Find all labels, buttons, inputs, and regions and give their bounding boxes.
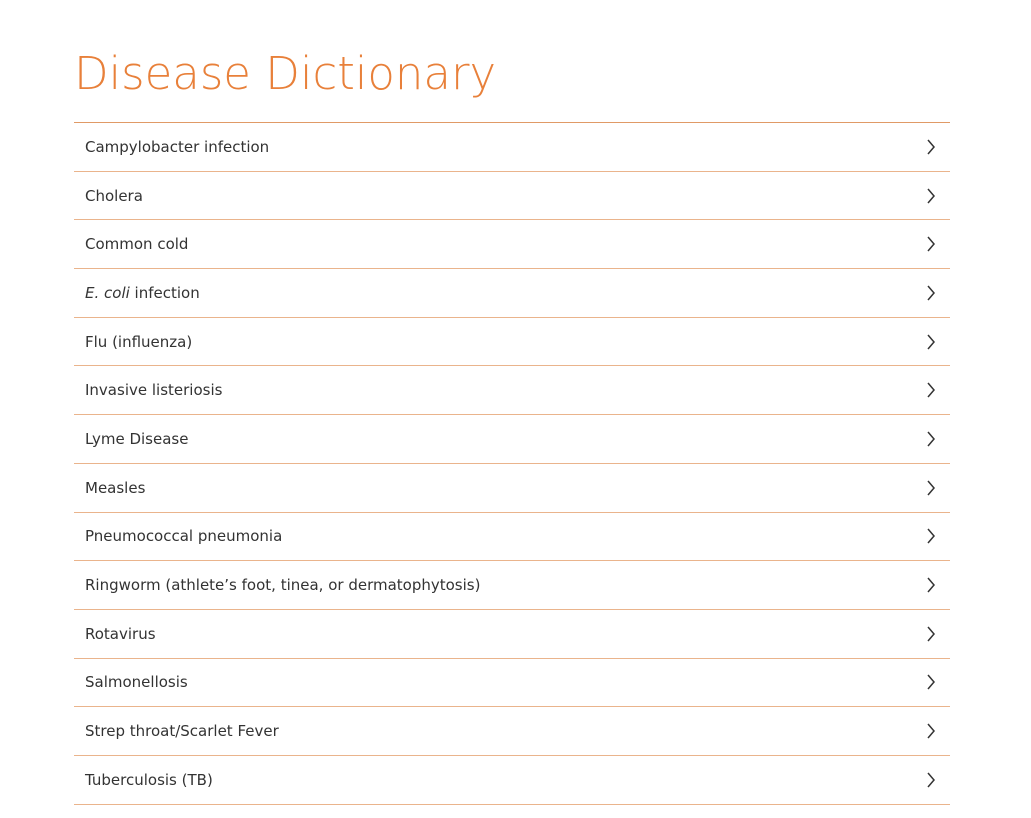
list-item[interactable] xyxy=(74,415,950,464)
chevron-right-icon xyxy=(926,577,936,593)
list-item[interactable] xyxy=(74,123,950,172)
list-item-label-text: Cholera xyxy=(85,186,143,205)
list-item[interactable] xyxy=(74,220,950,269)
list-item-label xyxy=(74,625,156,643)
list-item-label xyxy=(74,187,143,205)
list-item-label xyxy=(74,138,269,156)
list-item-label-text: Salmonellosis xyxy=(85,673,188,692)
list-item-label-text: Common cold xyxy=(85,235,189,254)
chevron-right-icon xyxy=(926,285,936,301)
list-item-label xyxy=(74,430,188,448)
chevron-right-icon xyxy=(926,236,936,252)
chevron-right-icon xyxy=(926,431,936,447)
list-item[interactable] xyxy=(74,707,950,756)
chevron-right-icon xyxy=(926,626,936,642)
chevron-right-icon xyxy=(926,188,936,204)
list-item[interactable] xyxy=(74,464,950,513)
chevron-right-icon xyxy=(926,528,936,544)
list-item-label xyxy=(74,479,145,497)
list-item-label xyxy=(74,333,192,351)
list-item-label-text: Strep throat/Scarlet Fever xyxy=(85,722,279,741)
chevron-right-icon xyxy=(926,674,936,690)
list-item-label-italic: E. coli xyxy=(85,283,130,302)
chevron-right-icon xyxy=(926,382,936,398)
chevron-right-icon xyxy=(926,334,936,350)
list-item-label-text: Pneumococcal pneumonia xyxy=(85,527,283,546)
list-item-label-text: Flu (influenza) xyxy=(85,332,193,351)
list-item-label-text: Campylobacter infection xyxy=(85,137,270,156)
list-item[interactable] xyxy=(74,756,950,805)
chevron-right-icon xyxy=(926,723,936,739)
list-item[interactable] xyxy=(74,561,950,610)
list-item-label xyxy=(74,771,213,789)
list-item-label xyxy=(74,284,200,302)
chevron-right-icon xyxy=(926,480,936,496)
list-item-label xyxy=(74,576,480,594)
chevron-right-icon xyxy=(926,772,936,788)
list-item-label xyxy=(74,673,188,691)
list-item-label-text: Lyme Disease xyxy=(85,429,189,448)
list-item-label xyxy=(74,235,188,253)
list-item-label-text: Ringworm (athlete’s foot, tinea, or dermatophytosis) xyxy=(85,576,481,595)
list-item-label-text: Tuberculosis (TB) xyxy=(85,770,213,789)
list-item-label-text: Measles xyxy=(85,478,146,497)
page-title: Disease Dictionary xyxy=(74,47,497,100)
list-item-label-text: Rotavirus xyxy=(85,624,156,643)
disease-list xyxy=(74,122,950,805)
list-item[interactable] xyxy=(74,513,950,562)
list-item-label-text: Invasive listeriosis xyxy=(85,381,223,400)
list-item[interactable] xyxy=(74,269,950,318)
chevron-right-icon xyxy=(926,139,936,155)
list-item-label-text: infection xyxy=(129,283,200,302)
list-item[interactable] xyxy=(74,610,950,659)
list-item-label xyxy=(74,381,222,399)
list-item[interactable] xyxy=(74,366,950,415)
list-item[interactable] xyxy=(74,318,950,367)
list-item-label xyxy=(74,722,279,740)
list-item-label xyxy=(74,527,282,545)
list-item[interactable] xyxy=(74,659,950,708)
list-item[interactable] xyxy=(74,172,950,221)
